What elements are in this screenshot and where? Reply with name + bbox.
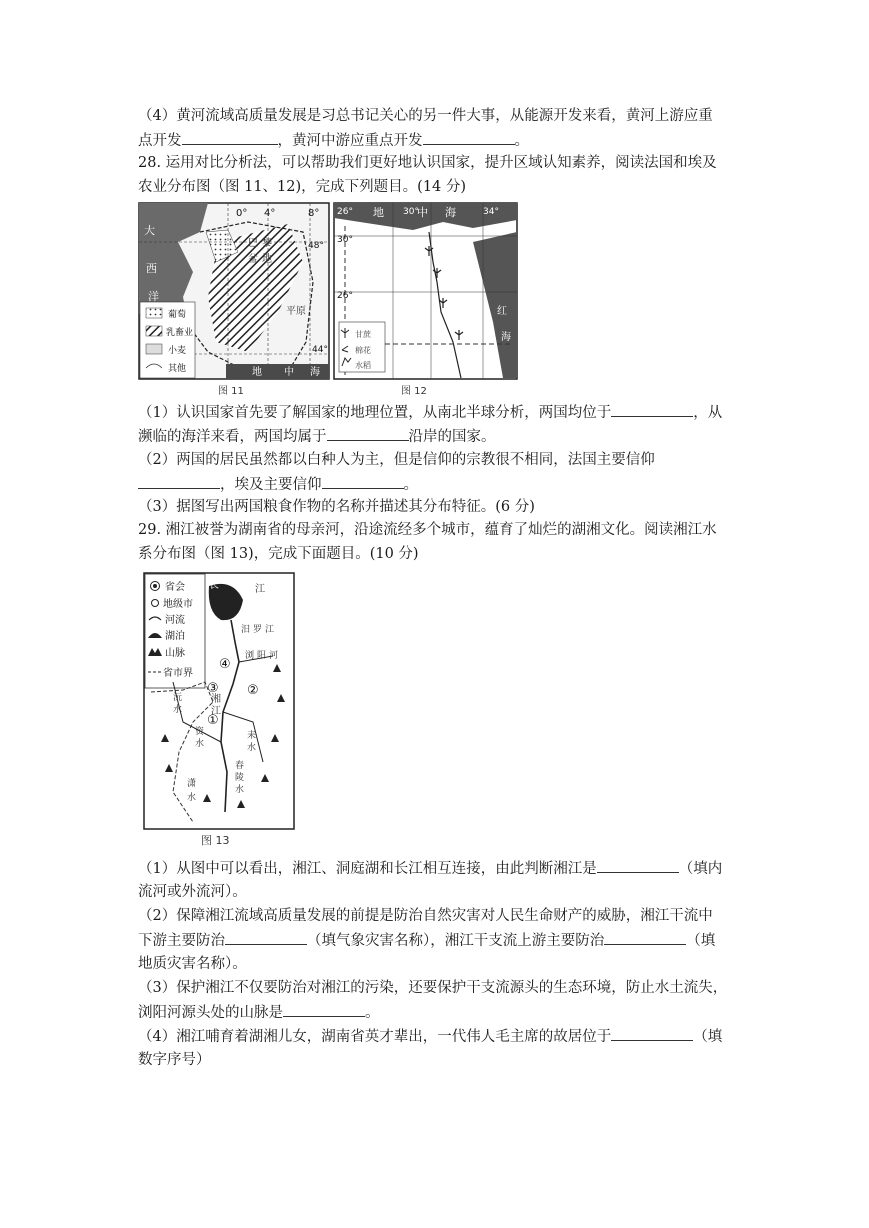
q29-sub1-line1 bbox=[138, 858, 738, 879]
lat-label: 30° bbox=[337, 235, 353, 245]
label: 罗 bbox=[253, 625, 263, 635]
legend-rice: 水稻 bbox=[355, 361, 371, 370]
label: 陵 bbox=[235, 773, 245, 783]
lat-label: 44° bbox=[312, 345, 328, 355]
marker-3: ③ bbox=[207, 681, 219, 696]
sea-label: 海 bbox=[445, 206, 456, 219]
legend-dairy: 乳畜业 bbox=[166, 328, 194, 338]
answer-blank[interactable] bbox=[597, 858, 679, 873]
text: 。 bbox=[403, 477, 418, 493]
legend-capital: 省会 bbox=[165, 582, 185, 593]
lon-label: 0° bbox=[236, 208, 248, 219]
label: 水 bbox=[195, 739, 205, 749]
q29-sub3-line1: （3）保护湘江不仅要防治对湘江的污染，还要保护干支流源头的生态环境，防止水土流失， bbox=[138, 980, 728, 996]
red-sea-label: 海 bbox=[501, 332, 511, 343]
plain-label: 原 bbox=[296, 306, 306, 317]
q29-sub2-line2 bbox=[138, 930, 738, 951]
lon-label: 30° bbox=[403, 207, 419, 217]
label: 水 bbox=[235, 785, 245, 795]
legend-other: 其他 bbox=[168, 364, 187, 374]
figure-caption: 图 13 bbox=[201, 834, 230, 847]
text: （填内 bbox=[678, 861, 723, 877]
label: 江 bbox=[211, 706, 221, 717]
legend-sugarcane: 甘蔗 bbox=[355, 330, 371, 339]
sea-label: 地 bbox=[373, 206, 384, 219]
q29-sub4-line1 bbox=[138, 1026, 738, 1047]
q27-4-line1: （4）黄河流域高质量发展是习总书记关心的另一件大事，从能源开发来看，黄河上游应重 bbox=[138, 108, 713, 124]
legend-mountain: 山脉 bbox=[165, 648, 185, 659]
figure-11-france-map bbox=[138, 202, 330, 398]
text: 。 bbox=[514, 133, 529, 149]
answer-blank[interactable] bbox=[182, 130, 278, 145]
text: ，黄河中游应重点开发 bbox=[277, 133, 423, 149]
q28-sub2-line1: （2）两国的居民虽然都以白种人为主，但是信仰的宗教很不相同，法国主要信仰 bbox=[138, 452, 655, 468]
text: （1）认识国家首先要了解国家的地理位置，从南北半球分析，两国均位于 bbox=[138, 405, 612, 421]
label: 资 bbox=[195, 727, 205, 737]
answer-blank[interactable] bbox=[322, 474, 404, 489]
text: 沿岸的国家。 bbox=[408, 429, 496, 445]
sea-label: 海 bbox=[310, 367, 320, 378]
sea-label: 地 bbox=[252, 367, 262, 378]
lon-label: 8° bbox=[308, 208, 320, 219]
text: 浏阳河源头处的山脉是 bbox=[138, 1005, 283, 1021]
text: ，埃及主要信仰 bbox=[220, 477, 322, 493]
q29-stem-line1: 29. 湘江被誉为湖南省的母亲河，沿途流经多个城市，蕴育了灿烂的湖湘文化。阅读湘江水 bbox=[138, 522, 717, 538]
text: （填气象灾害名称），湘江干支流上游主要防治 bbox=[307, 933, 605, 949]
q29-sub2-line1: （2）保障湘江流域高质量发展的前提是防治自然灾害对人民生命财产的威胁，湘江干流中 bbox=[138, 908, 713, 924]
lat-label: 26° bbox=[337, 291, 353, 301]
text: ，从 bbox=[693, 405, 723, 421]
text: （4）湘江哺育着湖湘儿女，湖南省英才辈出，一代伟人毛主席的故居位于 bbox=[138, 1029, 612, 1045]
q27-4-line2 bbox=[138, 130, 738, 151]
label: 江 bbox=[255, 584, 265, 595]
label: 春 bbox=[235, 761, 245, 771]
basin-label: 地 bbox=[262, 254, 272, 265]
answer-blank[interactable] bbox=[225, 930, 307, 945]
q28-sub1-line2 bbox=[138, 426, 738, 447]
answer-blank[interactable] bbox=[611, 402, 693, 417]
answer-blank[interactable] bbox=[604, 930, 686, 945]
label: 长 bbox=[209, 580, 219, 591]
figure-12-egypt-map bbox=[333, 202, 519, 398]
marker-1: ① bbox=[207, 713, 219, 728]
legend-river: 河流 bbox=[165, 615, 185, 626]
label: 水 bbox=[187, 793, 197, 803]
lon-label: 4° bbox=[264, 208, 276, 219]
lon-label: 26° bbox=[337, 207, 353, 217]
sea-label: 中 bbox=[284, 367, 294, 378]
legend-lake: 湖泊 bbox=[165, 631, 185, 642]
label: 河 bbox=[269, 651, 279, 661]
red-sea-label: 红 bbox=[497, 306, 507, 317]
figure-13-xiangjiang-map bbox=[143, 572, 295, 848]
label: 湘 bbox=[211, 694, 221, 705]
q28-stem-line2: 农业分布图（图 11、12)，完成下列题目。(14 分) bbox=[138, 179, 467, 195]
lat-label: 48° bbox=[308, 241, 324, 251]
q29-sub4-line2: 数字序号） bbox=[138, 1052, 211, 1068]
q29-sub3-line2 bbox=[138, 1002, 738, 1023]
basin-label: 盆 bbox=[248, 254, 258, 265]
label: 浏 bbox=[245, 651, 255, 661]
answer-blank[interactable] bbox=[327, 426, 409, 441]
label: 汨 bbox=[241, 625, 251, 635]
ocean-label: 洋 bbox=[148, 290, 159, 303]
q29-stem-line2: 系分布图（图 13)，完成下面题目。(10 分) bbox=[138, 546, 419, 562]
legend-grape: 葡萄 bbox=[168, 310, 187, 320]
label: 江 bbox=[265, 625, 275, 635]
q28-sub2-line2 bbox=[138, 474, 738, 495]
answer-blank[interactable] bbox=[138, 474, 220, 489]
answer-blank[interactable] bbox=[611, 1026, 693, 1041]
q28-stem-line1: 28. 运用对比分析法，可以帮助我们更好地认识国家，提升区域认知素养，阅读法国和埃及 bbox=[138, 155, 717, 171]
ocean-label: 大 bbox=[144, 224, 155, 237]
legend-cotton: 棉花 bbox=[355, 346, 371, 355]
text: 。 bbox=[365, 1005, 380, 1021]
sea-label: 中 bbox=[417, 206, 428, 219]
lon-label: 34° bbox=[483, 207, 499, 217]
text: （1）从图中可以看出，湘江、洞庭湖和长江相互连接，由此判断湘江是 bbox=[138, 861, 597, 877]
legend-city: 地级市 bbox=[163, 599, 193, 610]
plain-label: 平 bbox=[286, 306, 296, 317]
label: 沅 bbox=[173, 693, 183, 703]
label: 潇 bbox=[187, 779, 197, 789]
basin-label: 黎 bbox=[262, 238, 272, 249]
label: 耒 bbox=[247, 731, 257, 741]
q28-sub1-line1 bbox=[138, 402, 738, 423]
marker-2: ② bbox=[247, 683, 259, 698]
text: 濒临的海洋来看，两国均属于 bbox=[138, 429, 327, 445]
figure-caption: 图 12 bbox=[401, 386, 427, 397]
ocean-label: 西 bbox=[146, 262, 157, 275]
text: 下游主要防治 bbox=[138, 933, 225, 949]
label: 水 bbox=[247, 743, 257, 753]
q29-sub1-line2: 流河或外流河）。 bbox=[138, 884, 247, 900]
figure-caption: 图 11 bbox=[218, 386, 244, 397]
legend-boundary: 省市界 bbox=[163, 668, 193, 679]
answer-blank[interactable] bbox=[283, 1002, 365, 1017]
q29-sub2-line3: 地质灾害名称）。 bbox=[138, 956, 247, 972]
marker-4: ④ bbox=[219, 657, 231, 672]
answer-blank[interactable] bbox=[423, 130, 515, 145]
q28-sub3: （3）据图写出两国粮食作物的名称并描述其分布特征。(6 分) bbox=[138, 499, 535, 515]
label: 阳 bbox=[257, 651, 267, 661]
legend-wheat: 小麦 bbox=[168, 346, 187, 356]
text: （填 bbox=[693, 1029, 723, 1045]
text: （填 bbox=[686, 933, 716, 949]
label: 水 bbox=[173, 705, 183, 715]
text: 点开发 bbox=[138, 133, 182, 149]
basin-label: 巴 bbox=[248, 238, 258, 249]
